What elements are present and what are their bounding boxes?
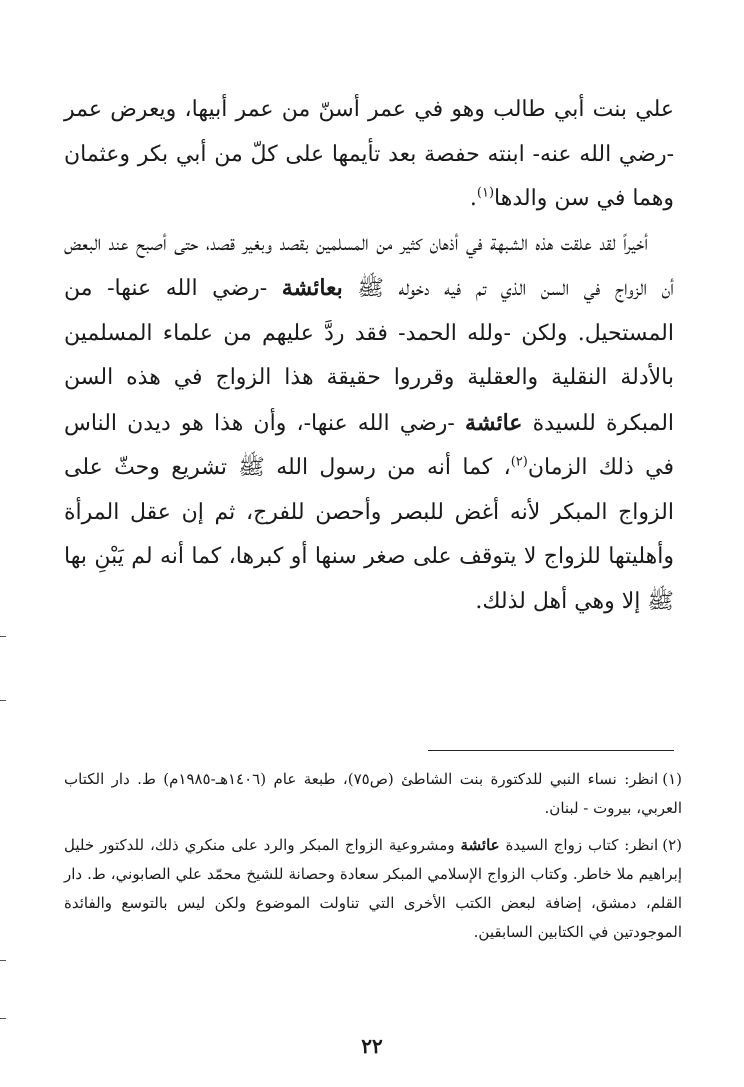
- footnote-1-number: (١): [662, 770, 682, 788]
- edge-mark: [0, 700, 6, 701]
- paragraph-1: [64, 88, 674, 222]
- paragraph-2-part-1: أخيراً لقد علقت هذه الشبهة في أذهان كثير من المسلمين بقصد وبغير قصد، حتى أصبح عند البعض أن الزواج في السن الذي تم فيه دخوله ﷺ: [64, 230, 674, 301]
- footnote-ref-1[interactable]: (١): [476, 185, 495, 201]
- paragraph-1-end: .: [469, 186, 477, 211]
- page-number: ٢٢: [361, 1034, 383, 1058]
- footnotes: [64, 765, 682, 955]
- aisha-name-bold: بعائشة: [281, 275, 343, 301]
- aisha-name-bold: عائشة: [460, 836, 500, 854]
- paragraph-2-part-4: ، كما أنه من رسول الله ﷺ تشريع وحثّ على الزواج المبكر لأنه أغض للبصر وأحصن للفرج، ثم إن عقل المرأة وأهليتها للزواج لا يتوقف على صغر سنها أو كبرها، كما أنه لم يَبْنِ بها ﷺ إلا وهي أهل لذلك.: [64, 455, 674, 614]
- edge-mark: [0, 960, 6, 961]
- main-text: [64, 88, 674, 624]
- footnote-ref-2[interactable]: (٢): [510, 454, 528, 470]
- footnote-2-part-2: ومشروعية الزواج المبكر والرد على منكري ذلك، للدكتور خليل إبراهيم ملا خاطر. وكتاب الزواج الإسلامي المبكر سعادة وحصانة للشيخ محمّد علي الصابوني، ط. دار القلم، دمشق، إضافة لبعض الكتب الأخرى التي تناولت الموضوع ولكن ليس بالتوسع والفائدة الموجودتين في الكتابين السابقين.: [64, 836, 682, 941]
- footnote-2-number: (٢): [662, 836, 682, 854]
- edge-mark: [0, 636, 6, 637]
- paragraph-1-text: علي بنت أبي طالب وهو في عمر أسنّ من عمر أبيها، ويعرض عمر -رضي الله عنه- ابنته حفصة بعد تأيمها على كلّ من أبي بكر وعثمان وهما في سن والدها: [64, 97, 674, 211]
- footnote-1: [64, 765, 682, 823]
- footnote-1-text: انظر: نساء النبي للدكتورة بنت الشاطئ (ص٧٥)، طبعة عام (١٤٠٦هـ-١٩٨٥م) ط. دار الكتاب العربي، بيروت - لبنان.: [64, 770, 682, 817]
- paragraph-2-part-3: -رضي الله عنها-، وأن هذا هو ديدن الناس في ذلك الزمان: [64, 410, 674, 480]
- aisha-name-bold: عائشة: [465, 409, 523, 436]
- paragraph-2: [64, 222, 674, 625]
- footnote-2-part-1: انظر: كتاب زواج السيدة: [505, 836, 659, 854]
- footnote-2: [64, 831, 682, 947]
- paragraph-2-part-2: -رضي الله عنها- من المستحيل. ولكن -ولله الحمد- فقد ردَّ عليهم من علماء المسلمين بالأدلة النقلية والعقلية وقرروا حقيقة هذا الزواج في هذه السن المبكرة للسيدة: [64, 276, 675, 436]
- footnote-separator: [428, 750, 674, 751]
- edge-mark: [0, 1018, 6, 1019]
